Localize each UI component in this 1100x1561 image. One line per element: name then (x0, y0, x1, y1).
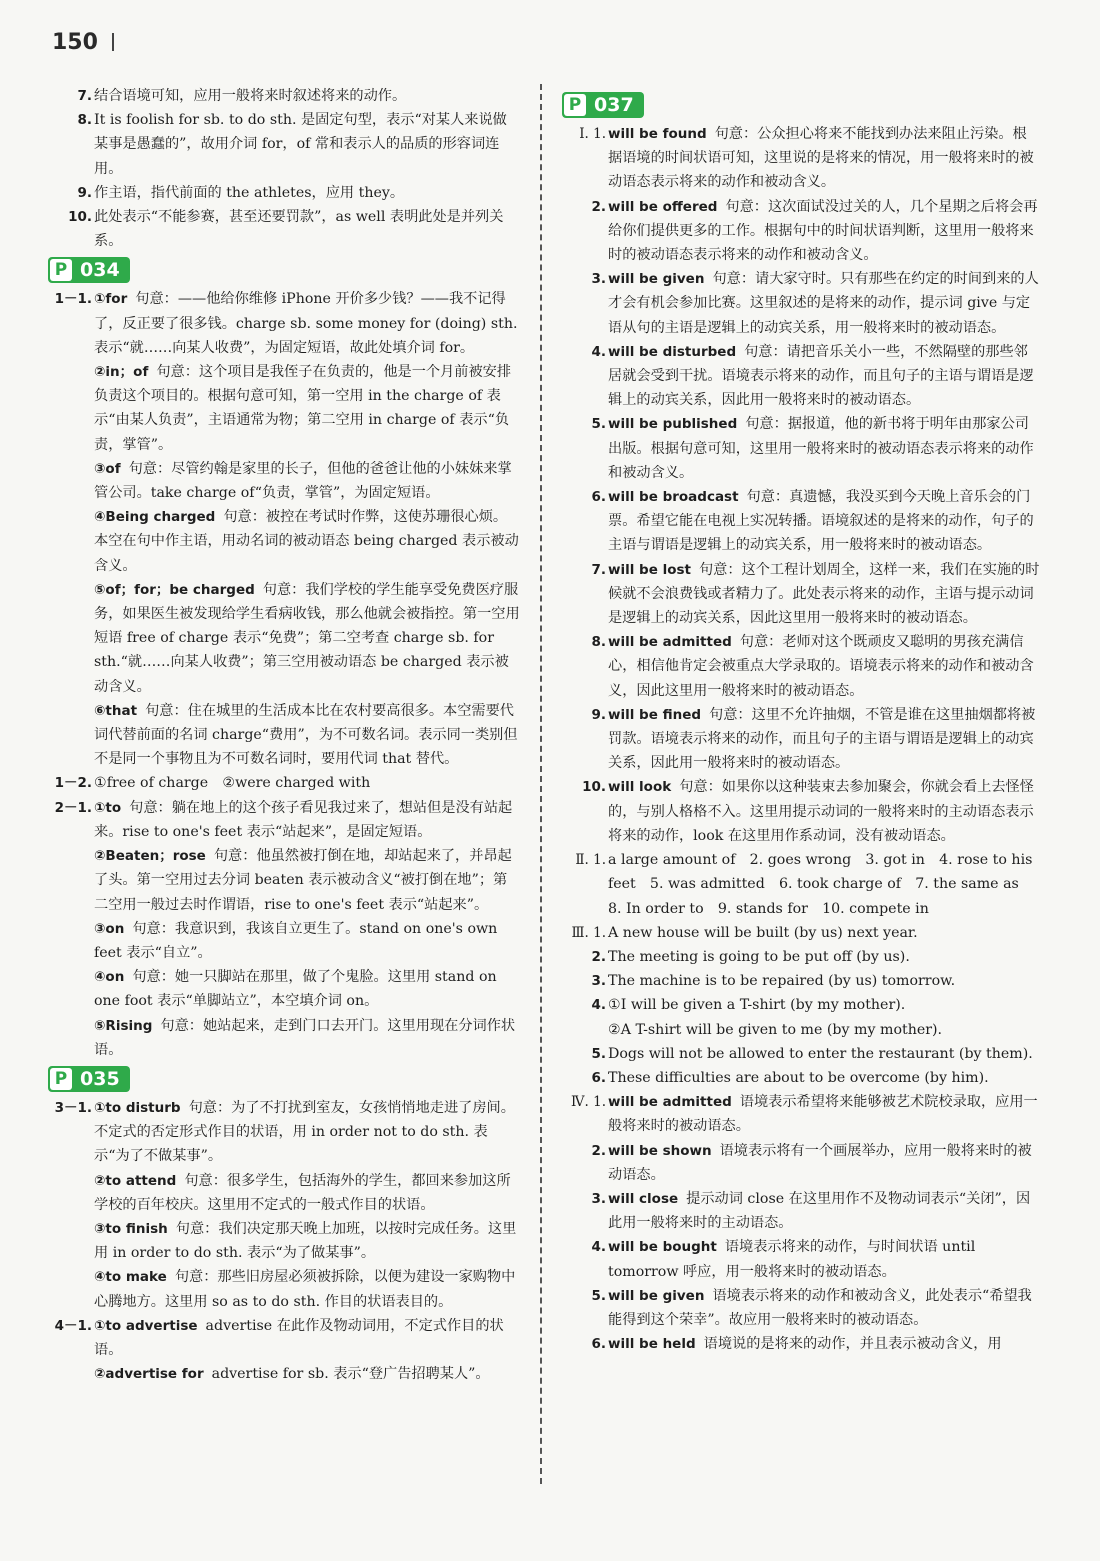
item-number: 9. (77, 184, 92, 201)
answer-key: ④to make (94, 1269, 167, 1286)
explanation-text: 句意：真遗憾，我没买到今天晚上音乐会的门票。希望它能在电视上实况转播。语境叙述的是将来的动作，句子的主语与谓语是逻辑上的动宾关系，用一般将来时的被动语态。 (608, 489, 1034, 554)
items-035 (48, 1096, 520, 1386)
answer-item (562, 412, 1040, 485)
explanation-text: A new house will be built (by us) next year. (608, 924, 918, 941)
explanation-text: 句意：据报道，他的新书将于明年由那家公司出版。根据句意可知，这里用一般将来时的被动语态表示将来的动作和被动含义。 (608, 416, 1034, 481)
answer-item (562, 195, 1040, 268)
answer-item (562, 340, 1040, 413)
item-number: 8. (77, 112, 92, 129)
items-part-4 (562, 1090, 1040, 1356)
answer-key: will be lost (608, 561, 691, 578)
item-number: 7. (591, 561, 606, 578)
answer-item (48, 699, 520, 772)
answer-item (562, 1066, 1040, 1090)
section-code: 035 (80, 1067, 120, 1090)
item-number: 4. (591, 343, 606, 360)
answer-item (48, 796, 520, 844)
explanation-text: 句意：这次面试没过关的人，几个星期之后将会再给你们提供更多的工作。根据句中的时间状语判断，这里用一般将来时的被动语态表示将来的动作和被动含义。 (608, 198, 1038, 264)
answer-item (562, 1139, 1040, 1187)
explanation-text: 语境说的是将来的动作，并且表示被动含义，用 (703, 1336, 1002, 1353)
explanation-text: 句意：我们决定那天晚上加班，以按时完成任务。这里用 in order to do sth. 表示“为了做某事”。 (94, 1220, 517, 1262)
answer-item (562, 1235, 1040, 1283)
explanation-text: a large amount of 2. goes wrong 3. got in 4. rose to his feet 5. was admitted 6. took charge of 7. the same as (608, 852, 1033, 893)
items-part-3 (562, 921, 1040, 1090)
answer-key: will be admitted (608, 1094, 732, 1111)
p-icon: P (564, 94, 586, 116)
answer-item (562, 775, 1040, 848)
item-number: 2. (591, 198, 606, 215)
explanation-text: The machine is to be repaired (by us) tomorrow. (608, 973, 956, 990)
explanation-text: 句意：被控在考试时作弊，这使苏珊很心烦。本空在句中作主语，用动名词的被动语态 being charged 表示被动含义。 (94, 509, 519, 574)
answer-key: will be published (608, 416, 738, 433)
explanation-text: 句意：我意识到，我该自立更生了。stand on one's own feet 表示“自立”。 (94, 920, 498, 961)
answer-item (48, 1096, 520, 1169)
answer-key: will be held (608, 1336, 696, 1353)
answer-key: ⑥that (94, 702, 138, 719)
explanation-text: 句意：很多学生，包括海外的学生，都回来参加这所学校的百年校庆。这里用不定式的一般式作目的状语。 (94, 1172, 511, 1213)
answer-item (562, 267, 1040, 340)
section-code: 034 (80, 259, 120, 282)
left-column (48, 84, 520, 1484)
answer-item (48, 844, 520, 917)
item-number: 6. (591, 1069, 606, 1086)
column-divider (540, 84, 542, 1484)
explanation-text: 语境表示将有一个画展举办，应用一般将来时的被动语态。 (608, 1142, 1032, 1183)
answer-key: ④on (94, 969, 125, 986)
item-number: Ⅰ. 1. (579, 126, 606, 142)
right-column (562, 88, 1040, 1488)
items-034 (48, 287, 520, 1062)
item-number: 4. (591, 997, 606, 1014)
explanation-text: ②A T-shirt will be given to me (by my mother). (608, 1021, 943, 1038)
explanation-text: 8. In order to 9. stands for 10. compete in (608, 900, 929, 917)
answer-key: will be shown (608, 1142, 712, 1159)
answer-item (562, 1284, 1040, 1332)
answer-item (562, 921, 1040, 945)
answer-item (48, 1014, 520, 1062)
answer-item (48, 287, 520, 360)
answer-key: ③to finish (94, 1220, 168, 1237)
explanation-text: 句意：——他给你维修 iPhone 开价多少钱？——我不记得了，反正要了很多钱。charge sb. some money for (doing) sth. 表示“就……向某人收费”，为固定短语，故此处填介词 for。 (94, 291, 518, 356)
item-number: 4. (591, 1239, 606, 1256)
answer-item (562, 558, 1040, 631)
answer-item (562, 848, 1040, 896)
answer-item (562, 1332, 1040, 1356)
explanation-text: 句意：请把音乐关小一些，不然隔壁的那些邻居就会受到干扰。语境表示将来的动作，而且句子的主语与谓语是逻辑上的动宾关系，因此用一般将来时的被动语态。 (608, 343, 1034, 409)
answer-key: will be given (608, 1287, 705, 1304)
answer-key: will be broadcast (608, 489, 739, 506)
item-number: 6. (591, 1336, 606, 1353)
answer-item (48, 505, 520, 578)
answer-item (48, 1169, 520, 1217)
explanation-text: advertise for sb. 表示“登广告招聘某人”。 (211, 1366, 490, 1383)
answer-item (562, 969, 1040, 993)
explanation-text: 句意：她一只脚站在那里，做了个鬼脸。这里用 stand on one foot 表示“单脚站立”，本空填介词 on。 (94, 969, 497, 1010)
answer-key: will be disturbed (608, 343, 737, 360)
explanation-text: 结合语境可知，应用一般将来时叙述将来的动作。 (94, 88, 407, 104)
item-number: 1－1. (54, 291, 92, 308)
section-header-034 (48, 257, 520, 285)
item-number: Ⅲ. 1. (571, 924, 606, 941)
item-number: 5. (591, 1045, 606, 1062)
answer-item (562, 1090, 1040, 1138)
answer-item (562, 993, 1040, 1017)
section-header-035 (48, 1066, 520, 1094)
explanation-text: 语境表示将来的动作，与时间状语 until tomorrow 呼应，用一般将来时的被动语态。 (608, 1239, 976, 1280)
explanation-text: 句意：我们学校的学生能享受免费医疗服务，如果医生被发现给学生看病收钱，那么他就会被指控。第一空用短语 free of charge 表示“免费”；第二空考查 charge sb. for sth.“就……向某人收费”；第三空用被动语态 be charged 表示被动含义。 (94, 581, 520, 695)
answer-item (48, 965, 520, 1013)
item-number: 10. (68, 209, 92, 226)
answer-key: ②Beaten；rose (94, 848, 206, 865)
item-number: 2. (591, 948, 606, 965)
explanation-text: ①free of charge ②were charged with (94, 775, 371, 792)
section-code: 037 (594, 93, 634, 116)
answer-key: ④Being charged (94, 509, 216, 526)
answer-key: ①to advertise (94, 1317, 198, 1334)
item-number: 8. (591, 634, 606, 651)
answer-item (48, 1314, 520, 1362)
items-part-1 (562, 122, 1040, 848)
explanation-text: 句意：他虽然被打倒在地，却站起来了，并昂起了头。第一空用过去分词 beaten 表示被动含义“被打倒在地”；第二空用一般过去时作谓语，rise to one's feet 表示“站起来”。 (94, 848, 512, 913)
answer-item (562, 703, 1040, 776)
item-number: 5. (591, 1287, 606, 1304)
item-number: 3. (591, 1190, 606, 1207)
answer-item (48, 1362, 520, 1386)
answer-key: will be fined (608, 706, 702, 723)
explanation-text: 语境表示将来的动作和被动含义，此处表示“希望我能得到这个荣幸”。故应用一般将来时的被动语态。 (608, 1287, 1032, 1328)
answer-key: will be bought (608, 1239, 717, 1256)
answer-key: will be given (608, 271, 705, 288)
section-badge (48, 1066, 130, 1092)
answer-item (48, 108, 520, 181)
explanation-text: 此处表示“不能参赛，甚至还要罚款”，as well 表明此处是并列关系。 (94, 209, 504, 250)
item-number: 3－1. (54, 1099, 92, 1116)
explanation-text: 语境表示希望将来能够被艺术院校录取，应用一般将来时的被动语态。 (608, 1094, 1038, 1135)
explanation-text: The meeting is going to be put off (by us). (608, 948, 910, 965)
answer-item (48, 578, 520, 699)
item-number: 2－1. (54, 799, 92, 816)
explanation-text: 作主语，指代前面的 the athletes，应用 they。 (94, 184, 405, 201)
item-number: 10. (582, 779, 606, 796)
explanation-text: 句意：她站起来，走到门口去开门。这里用现在分词作状语。 (94, 1017, 516, 1058)
answer-item (48, 84, 520, 108)
item-number: 3. (591, 973, 606, 990)
item-number: 5. (591, 416, 606, 433)
answer-item (562, 1042, 1040, 1066)
answer-key: will close (608, 1190, 679, 1207)
answer-item (562, 1018, 1040, 1042)
answer-item (562, 122, 1040, 195)
explanation-text: 句意：这个工程计划周全，这样一来，我们在实施的时候就不会浪费钱或者精力了。此处表示将来的动作，主语与提示动词是逻辑上的动宾关系，因此这里用一般将来时的被动语态。 (608, 561, 1040, 627)
explanation-text: These difficulties are about to be overcome (by him). (608, 1069, 989, 1086)
item-number: 1－2. (54, 775, 92, 792)
page-number: 150 (52, 30, 114, 55)
explanation-text: 提示动词 close 在这里用作不及物动词表示“关闭”，因此用一般将来时的主动语态。 (608, 1190, 1031, 1232)
answer-item (48, 1217, 520, 1265)
answer-item (48, 917, 520, 965)
item-number: 9. (591, 706, 606, 723)
answer-key: ③on (94, 920, 125, 937)
section-badge (48, 257, 130, 283)
explanation-text: 句意：那些旧房屋必须被拆除，以便为建设一家购物中心腾地方。这里用 so as to do sth. 作目的状语表目的。 (94, 1269, 516, 1310)
answer-item (562, 630, 1040, 703)
answer-key: ⑤Rising (94, 1017, 153, 1034)
explanation-text: advertise 在此作及物动词用，不定式作目的状语。 (94, 1317, 504, 1358)
explanation-text: It is foolish for sb. to do sth. 是固定句型，表示“对某人来说做某事是愚蠢的”，故用介词 for，of 常和表示人的品质的形容词连用。 (94, 112, 507, 177)
explanation-text: 句意：尽管约翰是家里的长子，但他的爸爸让他的小妹妹来掌管公司。take charge of“负责，掌管”，为固定短语。 (94, 460, 512, 502)
item-number: Ⅳ. 1. (571, 1094, 606, 1111)
items-part-2 (562, 848, 1040, 921)
answer-key: ②in；of (94, 364, 149, 381)
item-number: 4－1. (54, 1317, 92, 1334)
item-number: 7. (77, 88, 92, 104)
explanation-text: 句意：请大家守时。只有那些在约定的时间到来的人才会有机会参加比赛。这里叙述的是将来的动作，提示词 give 与定语从句的主语是逻辑上的动宾关系，用一般将来时的被动语态。 (608, 271, 1039, 336)
answer-item (48, 205, 520, 253)
explanation-text: 句意：如果你以这种装束去参加聚会，你就会看上去怪怪的，与别人格格不入。这里用提示动词的一般将来时的主动语态表示将来的动作，look 在这里用作系动词，没有被动语态。 (608, 779, 1034, 844)
p-icon: P (50, 1068, 72, 1090)
answer-key: will be admitted (608, 634, 732, 651)
answer-item (562, 945, 1040, 969)
explanation-text: 句意：老师对这个既顽皮又聪明的男孩充满信心，相信他肯定会被重点大学录取的。语境表示将来的动作和被动含义，因此这里用一般将来时的被动语态。 (608, 634, 1034, 699)
p-icon: P (50, 259, 72, 281)
item-number: 3. (591, 271, 606, 288)
answer-key: ①for (94, 291, 128, 308)
answer-key: ③of (94, 460, 121, 477)
section-badge (562, 92, 644, 118)
items-top (48, 84, 520, 253)
explanation-text: 句意：躺在地上的这个孩子看见我过来了，想站但是没有站起来。rise to one's feet 表示“站起来”，是固定短语。 (94, 799, 513, 840)
explanation-text: ①I will be given a T-shirt (by my mother). (608, 997, 906, 1014)
section-header-037 (562, 92, 1040, 120)
answer-key: will be offered (608, 198, 718, 215)
answer-item (48, 457, 520, 505)
explanation-text: 句意：住在城里的生活成本比在农村要高很多。本空需要代词代替前面的名词 charge“费用”，为不可数名词。表示同一类别但不是同一个事物且为不可数名词时，要用代词 that 替代。 (94, 702, 518, 768)
item-number: 2. (591, 1142, 606, 1159)
explanation-text: Dogs will not be allowed to enter the restaurant (by them). (608, 1045, 1033, 1062)
answer-item (48, 360, 520, 457)
answer-key: ②advertise for (94, 1366, 204, 1383)
answer-item (48, 771, 520, 795)
item-number: 6. (591, 489, 606, 506)
answer-key: will be found (608, 126, 707, 142)
explanation-text: 句意：公众担心将来不能找到办法来阻止污染。根据语境的时间状语可知，这里说的是将来的情况，用一般将来时的被动语态表示将来的动作和被动含义。 (608, 126, 1034, 191)
explanation-text: 句意：这个项目是我侄子在负责的，他是一个月前被安排负责这个项目的。根据句意可知，第一空用 in the charge of 表示“由某人负责”，主语通常为物；第二空用 in charge of 表示“负责，掌管”。 (94, 364, 512, 453)
item-number: Ⅱ. 1. (575, 852, 606, 869)
explanation-text: 句意：这里不允许抽烟，不管是谁在这里抽烟都将被罚款。语境表示将来的动作，而且句子的主语与谓语是逻辑上的动宾关系，因此用一般将来时的被动语态。 (608, 706, 1036, 772)
answer-item (562, 897, 1040, 921)
answer-item (562, 485, 1040, 558)
answer-key: ①to (94, 799, 122, 816)
answer-key: ②to attend (94, 1172, 177, 1189)
explanation-text: 句意：为了不打扰到室友，女孩悄悄地走进了房间。不定式的否定形式作目的状语，用 in order not to do sth. 表示“为了不做某事”。 (94, 1099, 515, 1165)
answer-item (48, 181, 520, 205)
answer-key: will look (608, 779, 672, 796)
answer-key: ①to disturb (94, 1099, 181, 1116)
answer-item (562, 1187, 1040, 1235)
answer-item (48, 1265, 520, 1313)
answer-key: ⑤of；for；be charged (94, 581, 255, 598)
